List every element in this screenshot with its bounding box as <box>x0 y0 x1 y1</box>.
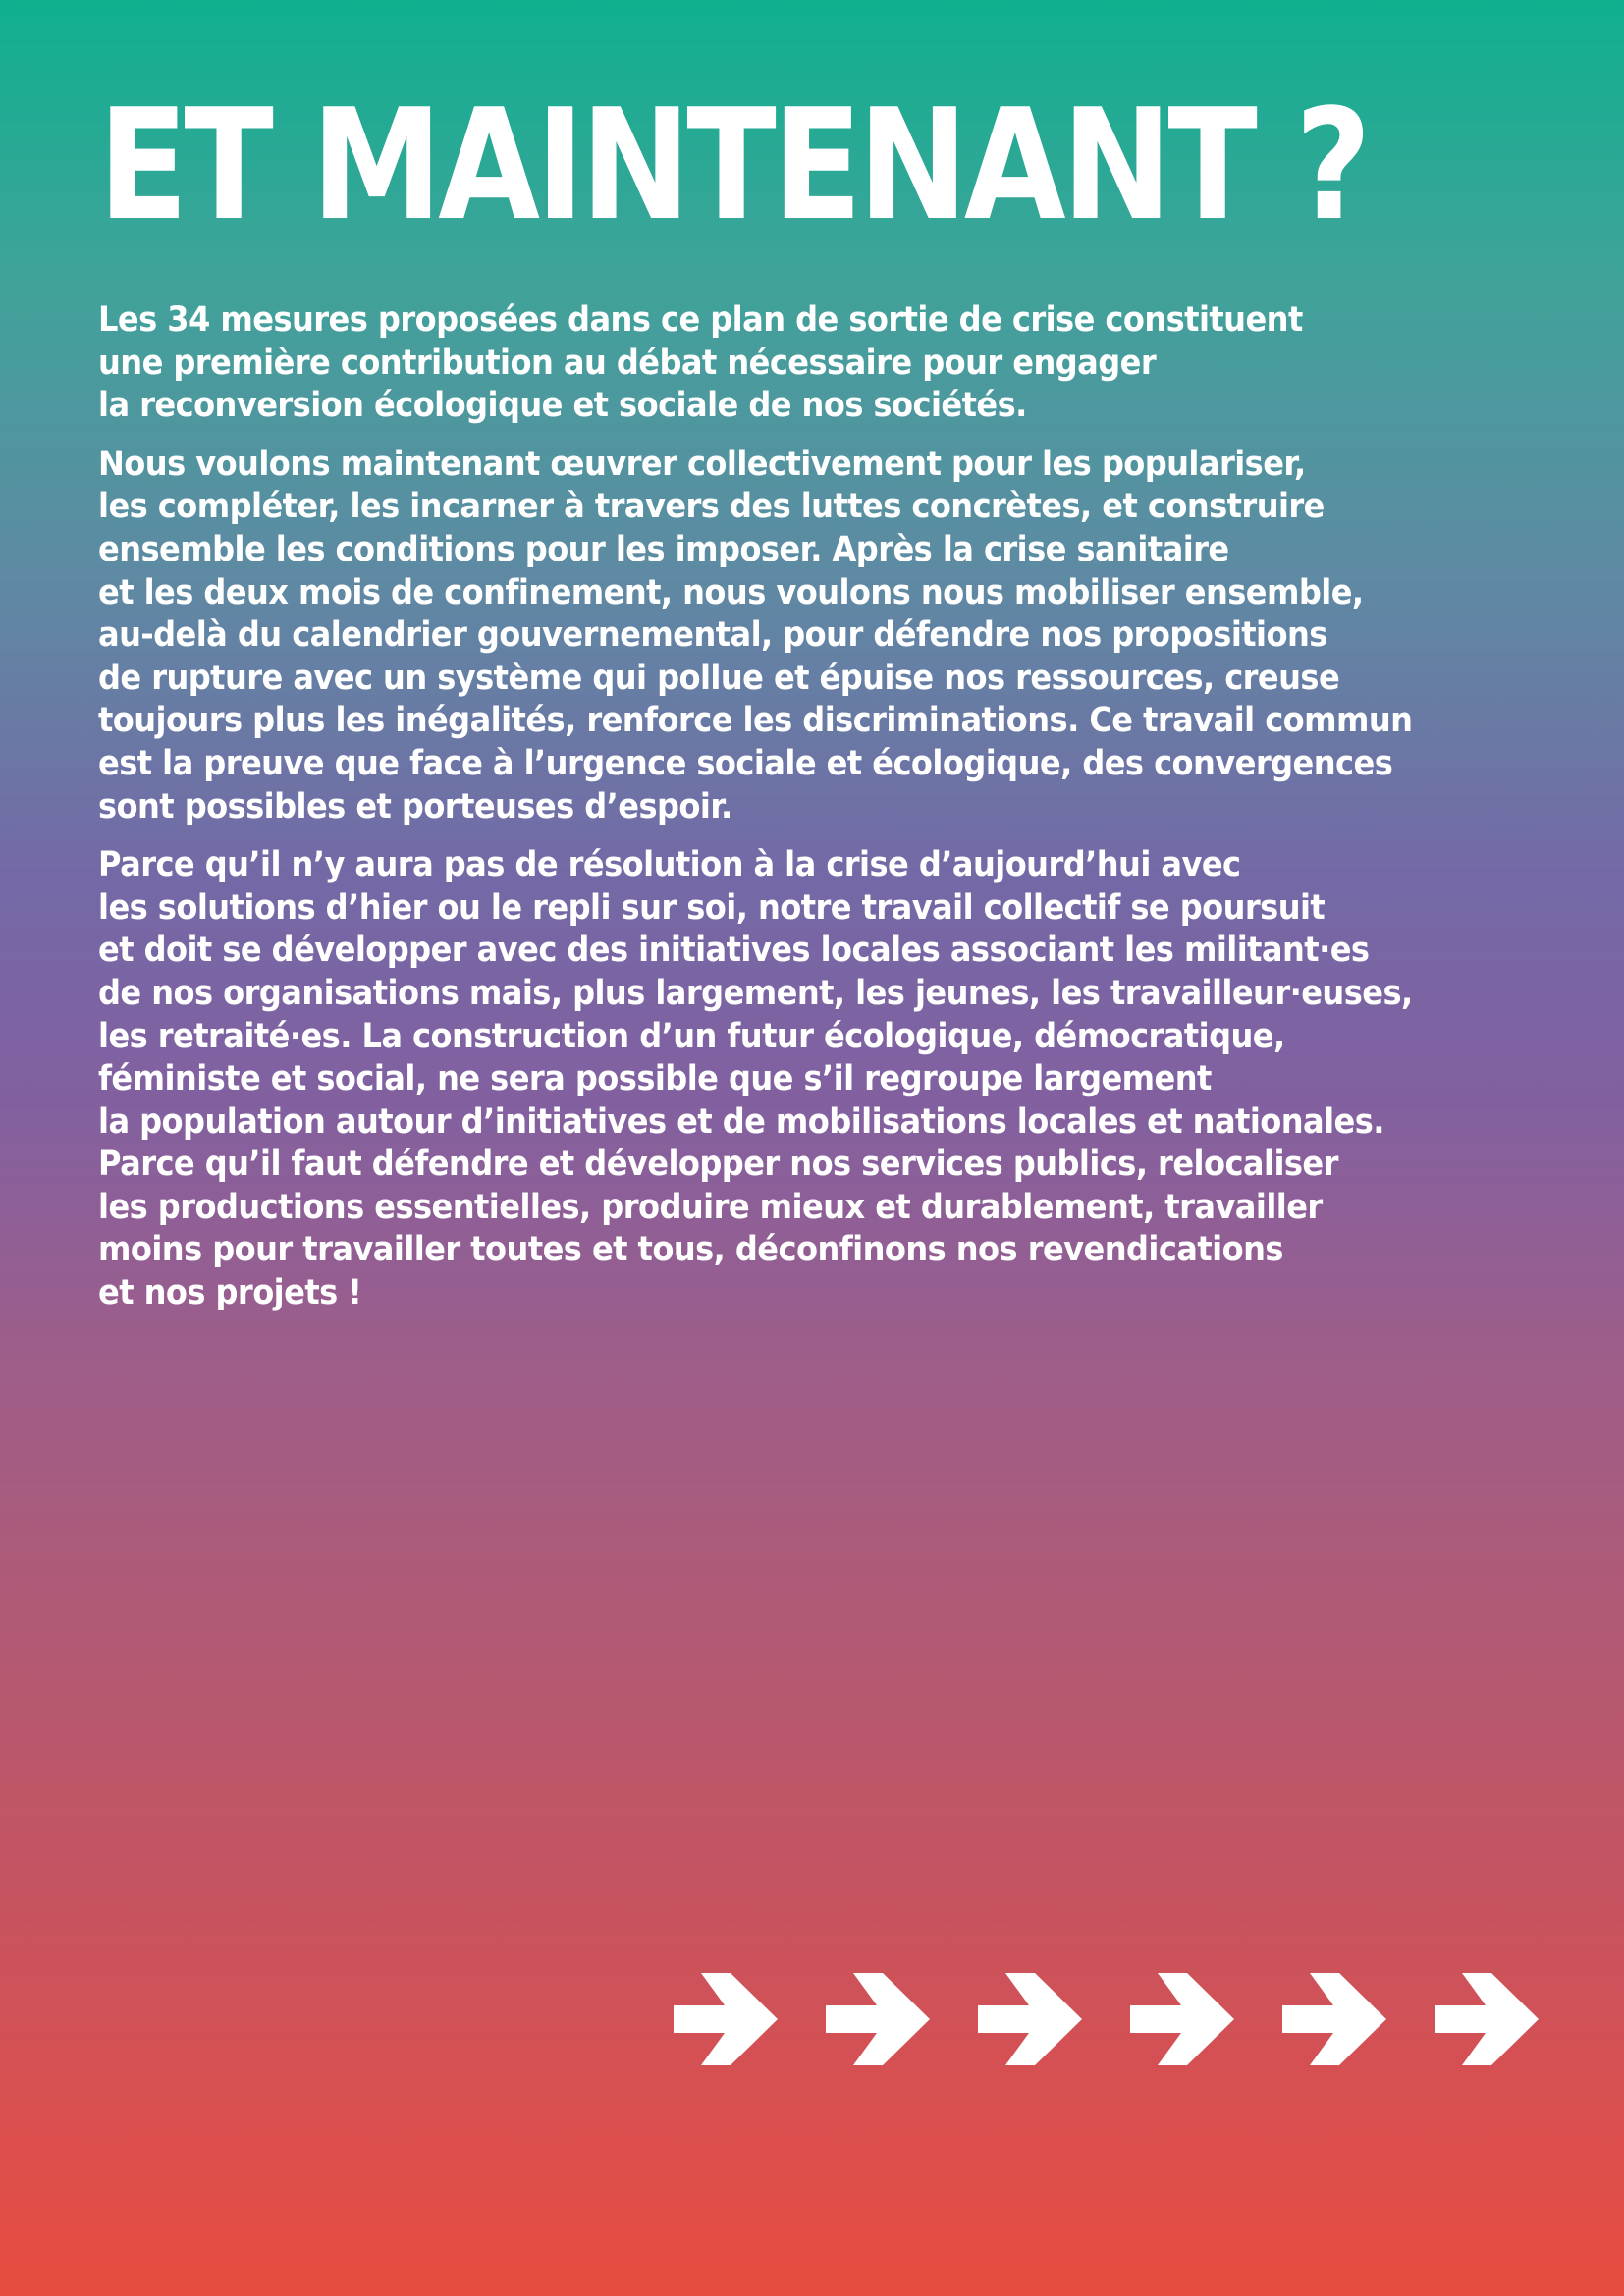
paragraph-mobilisation: Nous voulons maintenant œuvrer collectivement pour les populariser, les compléter, les incarner à travers des luttes concrètes, et construire ensemble les conditions pour les imposer. Après la crise sanitaire et les deux mois de confinement, nous voulons nous mobiliser ensemble, au-delà du calendrier gouvernemental, pour défendre nos propositions de rupture avec un système qui pollue et épuise nos ressources, creuse toujours plus les inégalités, renforce les discriminations. Ce travail commun est la preuve que face à l’urgence sociale et écologique, des convergences sont possibles et porteuses d’espoir. <box>98 444 1413 827</box>
arrow-right-icon <box>978 1973 1082 2065</box>
body-text <box>98 299 1532 1331</box>
arrow-right-icon <box>674 1973 778 2065</box>
arrow-right-icon <box>1130 1973 1234 2065</box>
page-title: ET MAINTENANT ? <box>98 76 1368 254</box>
arrow-right-icon <box>1435 1973 1539 2065</box>
arrow-right-icon <box>826 1973 930 2065</box>
arrow-row <box>674 1973 1538 2071</box>
paragraph-intro: Les 34 mesures proposées dans ce plan de sortie de crise constituent une première contribution au débat nécessaire pour engager la reconversion écologique et sociale de nos sociétés. <box>98 300 1303 426</box>
paragraph-conclusion: Parce qu’il n’y aura pas de résolution à la crise d’aujourd’hui avec les solutions d’hier ou le repli sur soi, notre travail collectif se poursuit et doit se développer avec des initiatives locales associant les militant·es de nos organisations mais, plus largement, les jeunes, les travailleur·euses, les retraité·es. La construction d’un futur écologique, démocratique, féministe et social, ne sera possible que s’il regroupe largement la population autour d’initiatives et de mobilisations locales et nationales. Parce qu’il faut défendre et développer nos services publics, relocaliser les productions essentielles, produire mieux et durablement, travailler moins pour travailler toutes et tous, déconfinons nos revendications et nos projets ! <box>98 845 1413 1313</box>
arrow-right-icon <box>1282 1973 1386 2065</box>
